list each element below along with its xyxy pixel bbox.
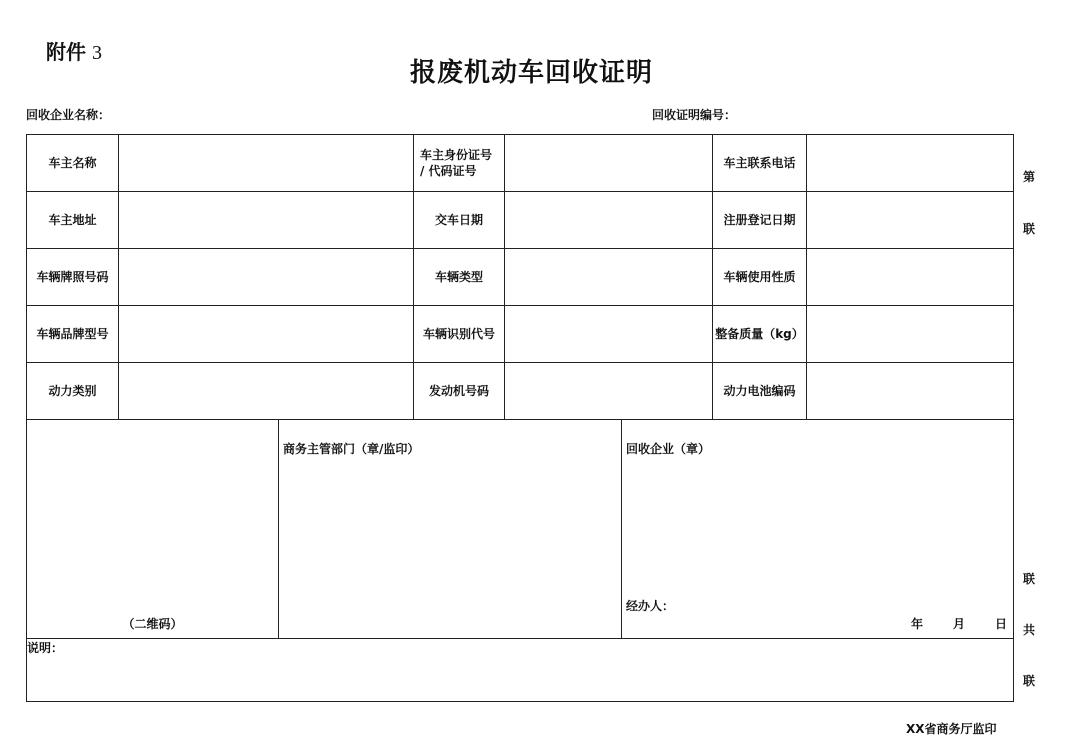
battery-code-label: 动力电池编码 — [713, 363, 807, 420]
recycler-stamp-cell — [622, 420, 1014, 639]
qr-code-label: （二维码） — [122, 617, 183, 631]
power-type-label: 动力类别 — [27, 363, 119, 420]
brand-model-label: 车辆品牌型号 — [27, 306, 119, 363]
engine-number-field[interactable] — [505, 363, 713, 420]
owner-address-field[interactable] — [119, 192, 414, 249]
date-year: 年 — [910, 617, 923, 631]
power-type-field[interactable] — [119, 363, 414, 420]
footer-supervision: XX省商务厅监印 — [906, 722, 997, 736]
form-row — [27, 306, 1014, 363]
owner-phone-label: 车主联系电话 — [713, 135, 807, 192]
date-day: 日 — [994, 617, 1007, 631]
date-month: 月 — [952, 617, 965, 631]
registration-date-field[interactable] — [807, 192, 1014, 249]
stamp-row — [27, 420, 1014, 639]
commerce-dept-label: 商务主管部门（章/监印） — [283, 442, 420, 456]
curb-weight-field[interactable] — [807, 306, 1014, 363]
vin-label: 车辆识别代号 — [414, 306, 505, 363]
attachment-text: 附件 — [46, 40, 86, 64]
owner-address-label: 车主地址 — [27, 192, 119, 249]
owner-id-field[interactable] — [505, 135, 713, 192]
handler-label: 经办人： — [626, 599, 675, 613]
side-gong: 共 — [1023, 623, 1036, 637]
brand-model-field[interactable] — [119, 306, 414, 363]
owner-name-label: 车主名称 — [27, 135, 119, 192]
owner-phone-field[interactable] — [807, 135, 1014, 192]
attachment-label — [46, 36, 102, 65]
document-title: 报废机动车回收证明 — [410, 58, 654, 88]
form-row — [27, 192, 1014, 249]
plate-number-field[interactable] — [119, 249, 414, 306]
form-row — [27, 249, 1014, 306]
note-row — [27, 639, 1014, 702]
certificate-form-table — [26, 134, 1014, 702]
curb-weight-label: 整备质量（kg） — [713, 306, 807, 363]
vin-field[interactable] — [505, 306, 713, 363]
side-lian-3: 联 — [1023, 674, 1036, 688]
form-row — [27, 363, 1014, 420]
recycler-label: 回收企业（章） — [626, 442, 711, 456]
vehicle-type-field[interactable] — [505, 249, 713, 306]
attachment-number: 3 — [92, 42, 102, 64]
company-name-label: 回收企业名称： — [26, 108, 111, 122]
delivery-date-label: 交车日期 — [414, 192, 505, 249]
note-label: 说明： — [27, 641, 64, 655]
usage-nature-label: 车辆使用性质 — [713, 249, 807, 306]
form-row — [27, 135, 1014, 192]
date-line — [911, 615, 1007, 632]
usage-nature-field[interactable] — [807, 249, 1014, 306]
registration-date-label: 注册登记日期 — [713, 192, 807, 249]
side-lian-2: 联 — [1023, 572, 1036, 586]
side-lian-1: 联 — [1023, 222, 1036, 236]
certificate-number-label: 回收证明编号： — [652, 108, 737, 122]
plate-number-label: 车辆牌照号码 — [27, 249, 119, 306]
side-di: 第 — [1023, 170, 1036, 184]
note-cell[interactable] — [27, 639, 1014, 702]
qr-code-cell — [27, 420, 279, 639]
owner-id-label: 车主身份证号 / 代码证号 — [414, 135, 505, 192]
commerce-dept-stamp-cell — [279, 420, 622, 639]
delivery-date-field[interactable] — [505, 192, 713, 249]
battery-code-field[interactable] — [807, 363, 1014, 420]
owner-name-field[interactable] — [119, 135, 414, 192]
engine-number-label: 发动机号码 — [414, 363, 505, 420]
vehicle-type-label: 车辆类型 — [414, 249, 505, 306]
